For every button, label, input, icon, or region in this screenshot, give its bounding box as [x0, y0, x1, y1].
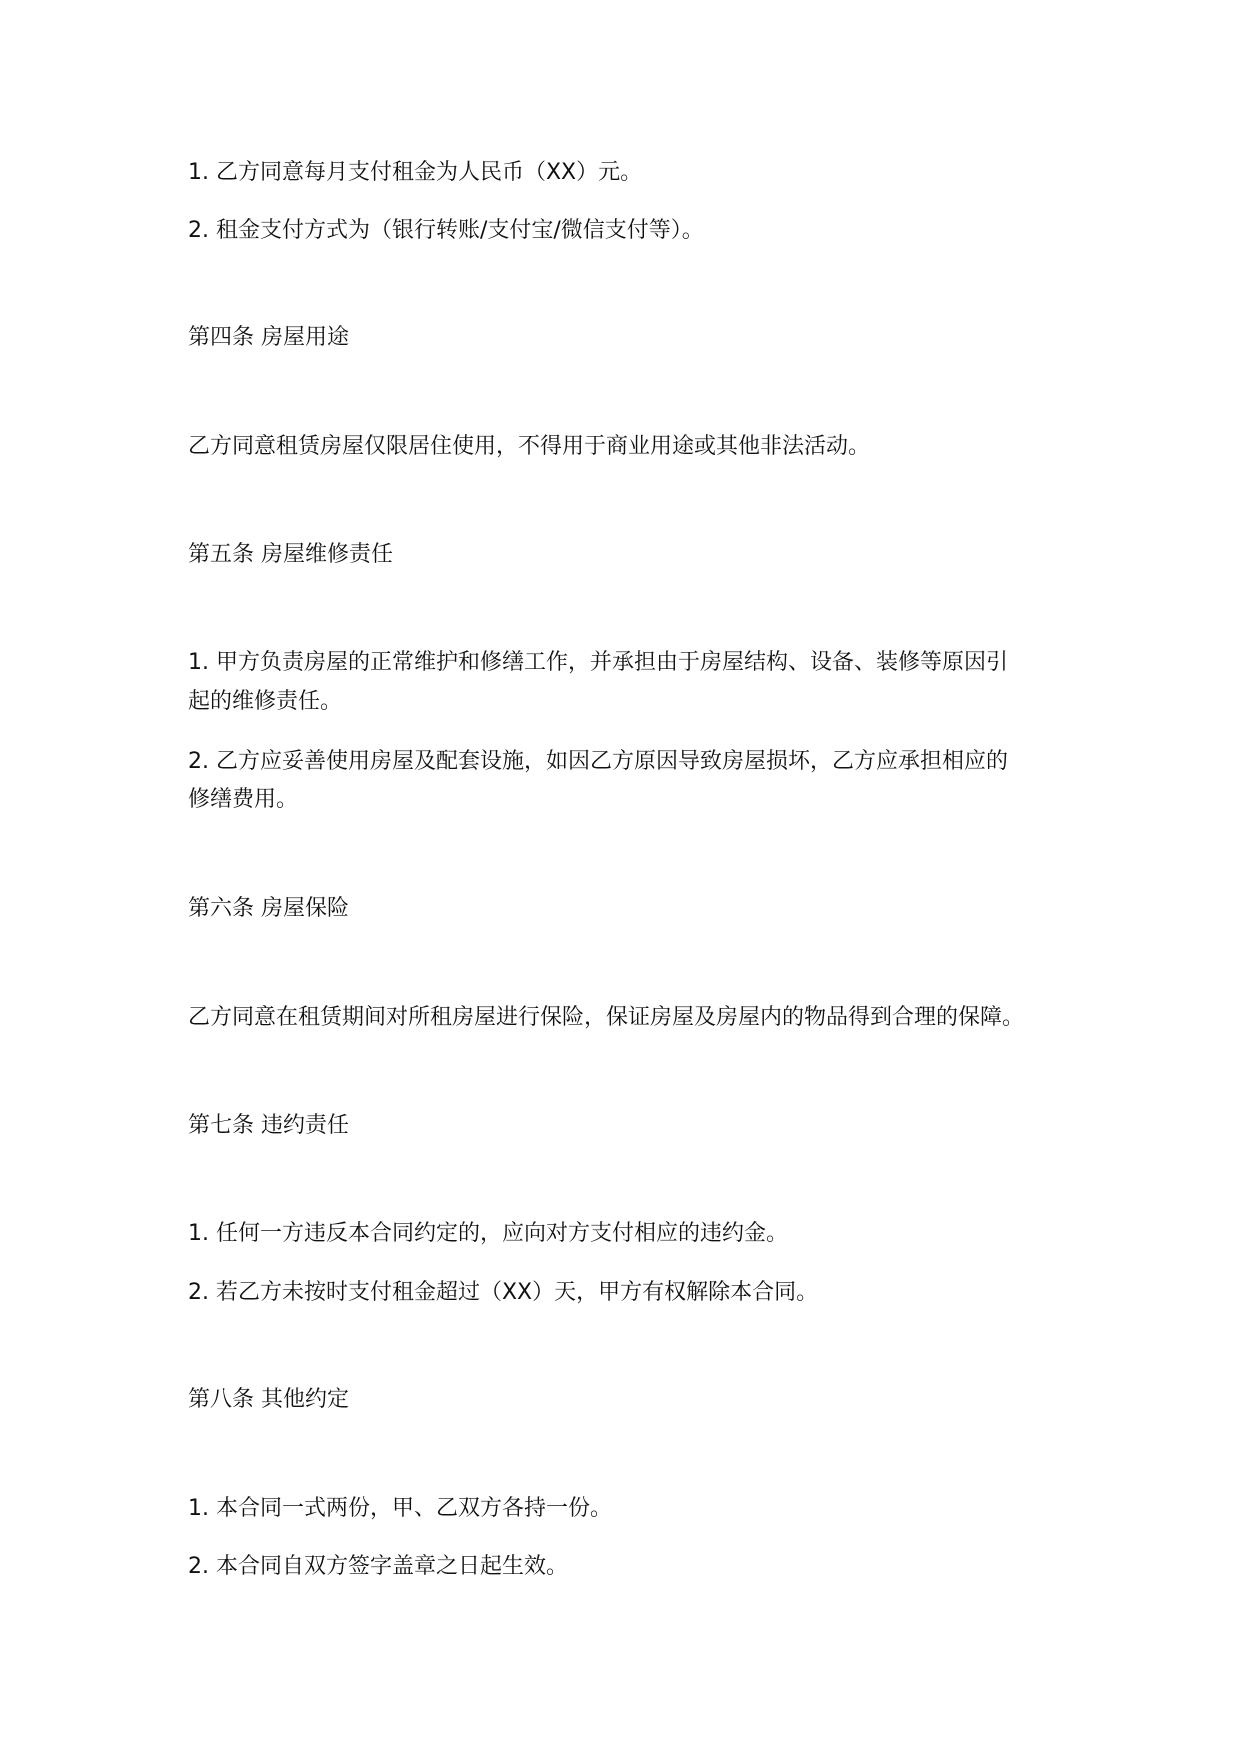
- article-8-item-2: 2. 本合同自双方签字盖章之日起生效。: [188, 1554, 568, 1579]
- article-5-heading: 第五条 房屋维修责任: [188, 542, 393, 567]
- article-5-item-2-line-1: 2. 乙方应妥善使用房屋及配套设施，如因乙方原因导致房屋损坏，乙方应承担相应的: [188, 749, 1008, 774]
- rent-amount-clause: 1. 乙方同意每月支付租金为人民币（XX）元。: [188, 160, 643, 185]
- article-4-heading: 第四条 房屋用途: [188, 325, 349, 350]
- article-6-text: 乙方同意在租赁期间对所租房屋进行保险，保证房屋及房屋内的物品得到合理的保障。: [188, 1005, 1025, 1030]
- payment-method-clause: 2. 租金支付方式为（银行转账/支付宝/微信支付等）。: [188, 218, 704, 243]
- article-7-item-2: 2. 若乙方未按时支付租金超过（XX）天，甲方有权解除本合同。: [188, 1280, 819, 1305]
- article-7-heading: 第七条 违约责任: [188, 1113, 349, 1138]
- article-7-item-1: 1. 任何一方违反本合同约定的，应向对方支付相应的违约金。: [188, 1221, 788, 1246]
- article-6-heading: 第六条 房屋保险: [188, 896, 349, 921]
- article-5-item-1-line-1: 1. 甲方负责房屋的正常维护和修缮工作，并承担由于房屋结构、设备、装修等原因引: [188, 650, 1008, 675]
- article-5-item-1-line-2: 起的维修责任。: [188, 689, 343, 714]
- article-4-text: 乙方同意租赁房屋仅限居住使用，不得用于商业用途或其他非法活动。: [188, 434, 871, 459]
- article-8-item-1: 1. 本合同一式两份，甲、乙双方各持一份。: [188, 1496, 612, 1521]
- article-8-heading: 第八条 其他约定: [188, 1387, 349, 1412]
- article-5-item-2-line-2: 修缮费用。: [188, 787, 299, 812]
